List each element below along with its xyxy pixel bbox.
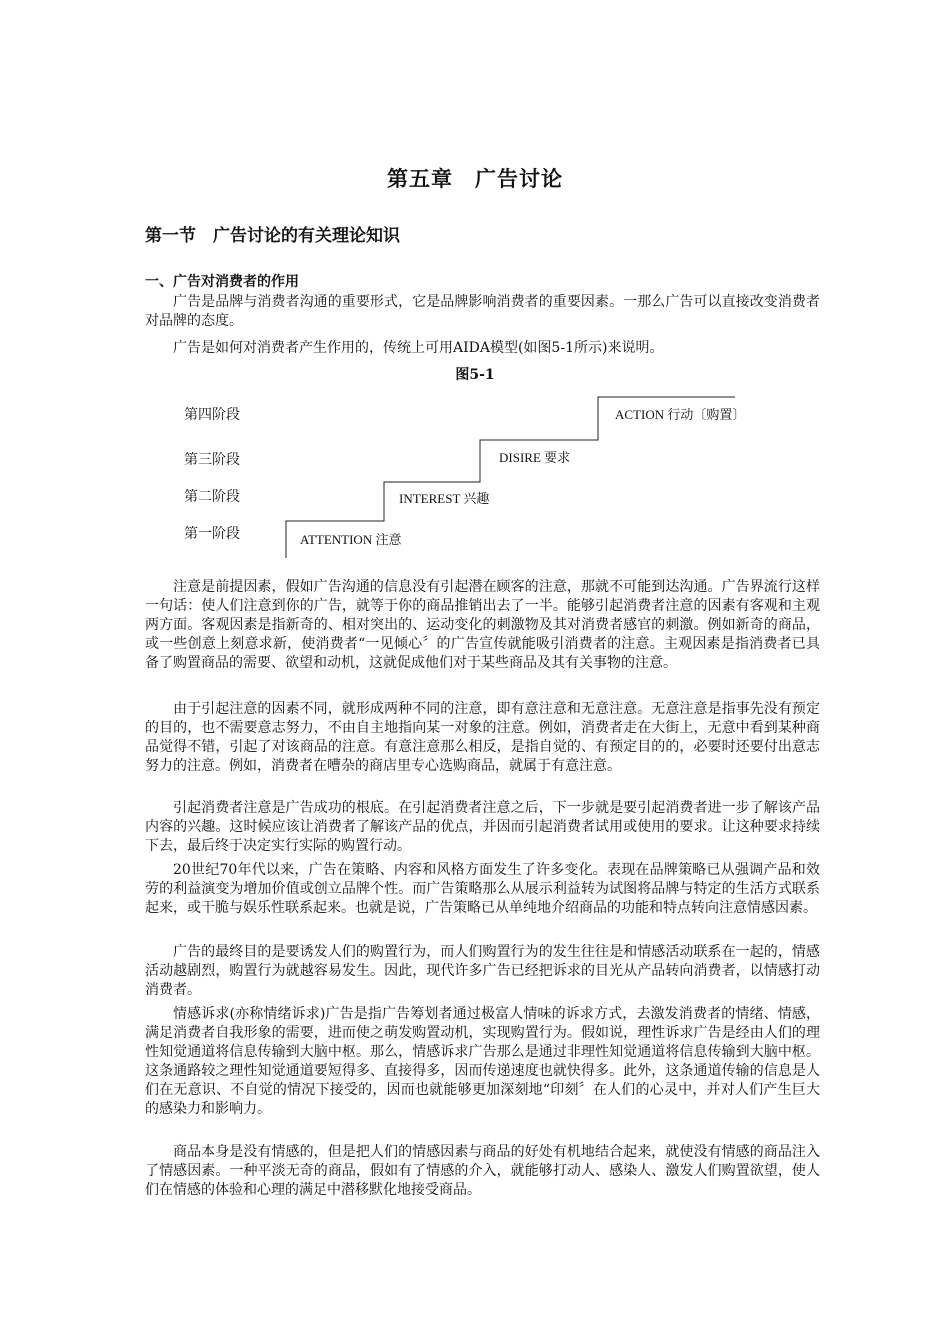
chapter-title: 第五章 广告讨论 xyxy=(387,166,563,191)
body-paragraph: 20世纪70年代以来，广告在策略、内容和风格方面发生了许多变化。表现在品牌策略已从强调产品和效劳的利益演变为增加价值或创立品牌个性。而广告策略那么从展示利益转为试图将品牌与特定的生活方式联系起来，或干脆与娱乐性联系起来。也就是说，广告策略已从单纯地介绍商品的功能和特点转向注意情感因素。 xyxy=(145,862,820,916)
intro-paragraph: 广告是品牌与消费者沟通的重要形式，它是品牌影响消费者的重要因素。一那么广告可以直接改变消费者对品牌的态度。 xyxy=(145,294,820,329)
step-label-interest: INTEREST 兴趣 xyxy=(399,491,490,506)
stage-label: 第四阶段 xyxy=(184,407,240,423)
body-paragraph: 情感诉求(亦称情绪诉求)广告是指广告筹划者通过极富人情味的诉求方式，去激发消费者的情绪、情感，满足消费者自我形象的需要，进而使之萌发购置动机，实现购置行为。假如说，理性诉求广告是经由人们的理性知觉通道将信息传输到大脑中枢。那么，情感诉求广告那么是通过非理性知觉通道将信息传输到大脑中枢。这条通路较之理性知觉通道要短得多、直接得多，因而传递速度也就快得多。此外，这条通道传输的信息是人们在无意识、不自觉的情况下接受的，因而也就能够更加深刻地“印刻〞在人们的心灵中，并对人们产生巨大的感染力和影响力。 xyxy=(145,1006,820,1117)
stage-label: 第二阶段 xyxy=(184,489,240,505)
intro-paragraph: 广告是如何对消费者产生作用的，传统上可用AIDA模型(如图5-1所示)来说明。 xyxy=(173,340,664,356)
body-paragraph: 注意是前提因素，假如广告沟通的信息没有引起潜在顾客的注意，那就不可能到达沟通。广告界流行这样一句话：使人们注意到你的广告，就等于你的商品推销出去了一半。能够引起消费者注意的因素有客观和主观两方面。客观因素是指新奇的、相对突出的、运动变化的刺激物及其对消费者感官的刺激。例如新奇的商品，或一些创意上刻意求新，使消费者“一见倾心〞的广告宣传就能吸引消费者的注意。主观因素是指消费者已具备了购置商品的需要、欲望和动机，这就促成他们对于某些商品及其有关事物的注意。 xyxy=(145,579,820,671)
subsection-title: 一、广告对消费者的作用 xyxy=(145,274,299,290)
body-paragraph: 商品本身是没有情感的，但是把人们的情感因素与商品的好处有机地结合起来，就使没有情感的商品注入了情感因素。一种平淡无奇的商品，假如有了情感的介入，就能够打动人、感染人、激发人们购置欲望，使人们在情感的体验和心理的满足中潜移默化地接受商品。 xyxy=(145,1144,820,1198)
body-paragraph: 引起消费者注意是广告成功的根底。在引起消费者注意之后，下一步就是要引起消费者进一步了解该产品内容的兴趣。这时候应该让消费者了解该产品的优点，并因而引起消费者试用或使用的要求。让这种要求持续下去，最后终于决定实行实际的购置行动。 xyxy=(145,800,820,854)
stage-label: 第三阶段 xyxy=(184,452,240,468)
stage-label: 第一阶段 xyxy=(184,526,240,542)
section-title: 第一节 广告讨论的有关理论知识 xyxy=(145,226,400,246)
figure-title: 图5-1 xyxy=(455,367,495,383)
step-label-desire: DISIRE 要求 xyxy=(499,450,571,465)
step-label-attention: ATTENTION 注意 xyxy=(300,532,402,547)
body-paragraph: 广告的最终目的是要诱发人们的购置行为，而人们购置行为的发生往往是和情感活动联系在一起的，情感活动越剧烈，购置行为就越容易发生。因此，现代许多广告已经把诉求的目光从产品转向消费者，以情感打动消费者。 xyxy=(145,944,820,998)
step-label-action: ACTION 行动〔购置〕 xyxy=(615,407,746,422)
body-paragraph: 由于引起注意的因素不同，就形成两种不同的注意，即有意注意和无意注意。无意注意是指事先没有预定的目的，也不需要意志努力，不由自主地指向某一对象的注意。例如，消费者走在大街上，无意中看到某种商品觉得不错，引起了对该商品的注意。有意注意那么相反，是指自觉的、有预定目的的，必要时还要付出意志努力的注意。例如，消费者在嘈杂的商店里专心选购商品，就属于有意注意。 xyxy=(145,701,820,774)
